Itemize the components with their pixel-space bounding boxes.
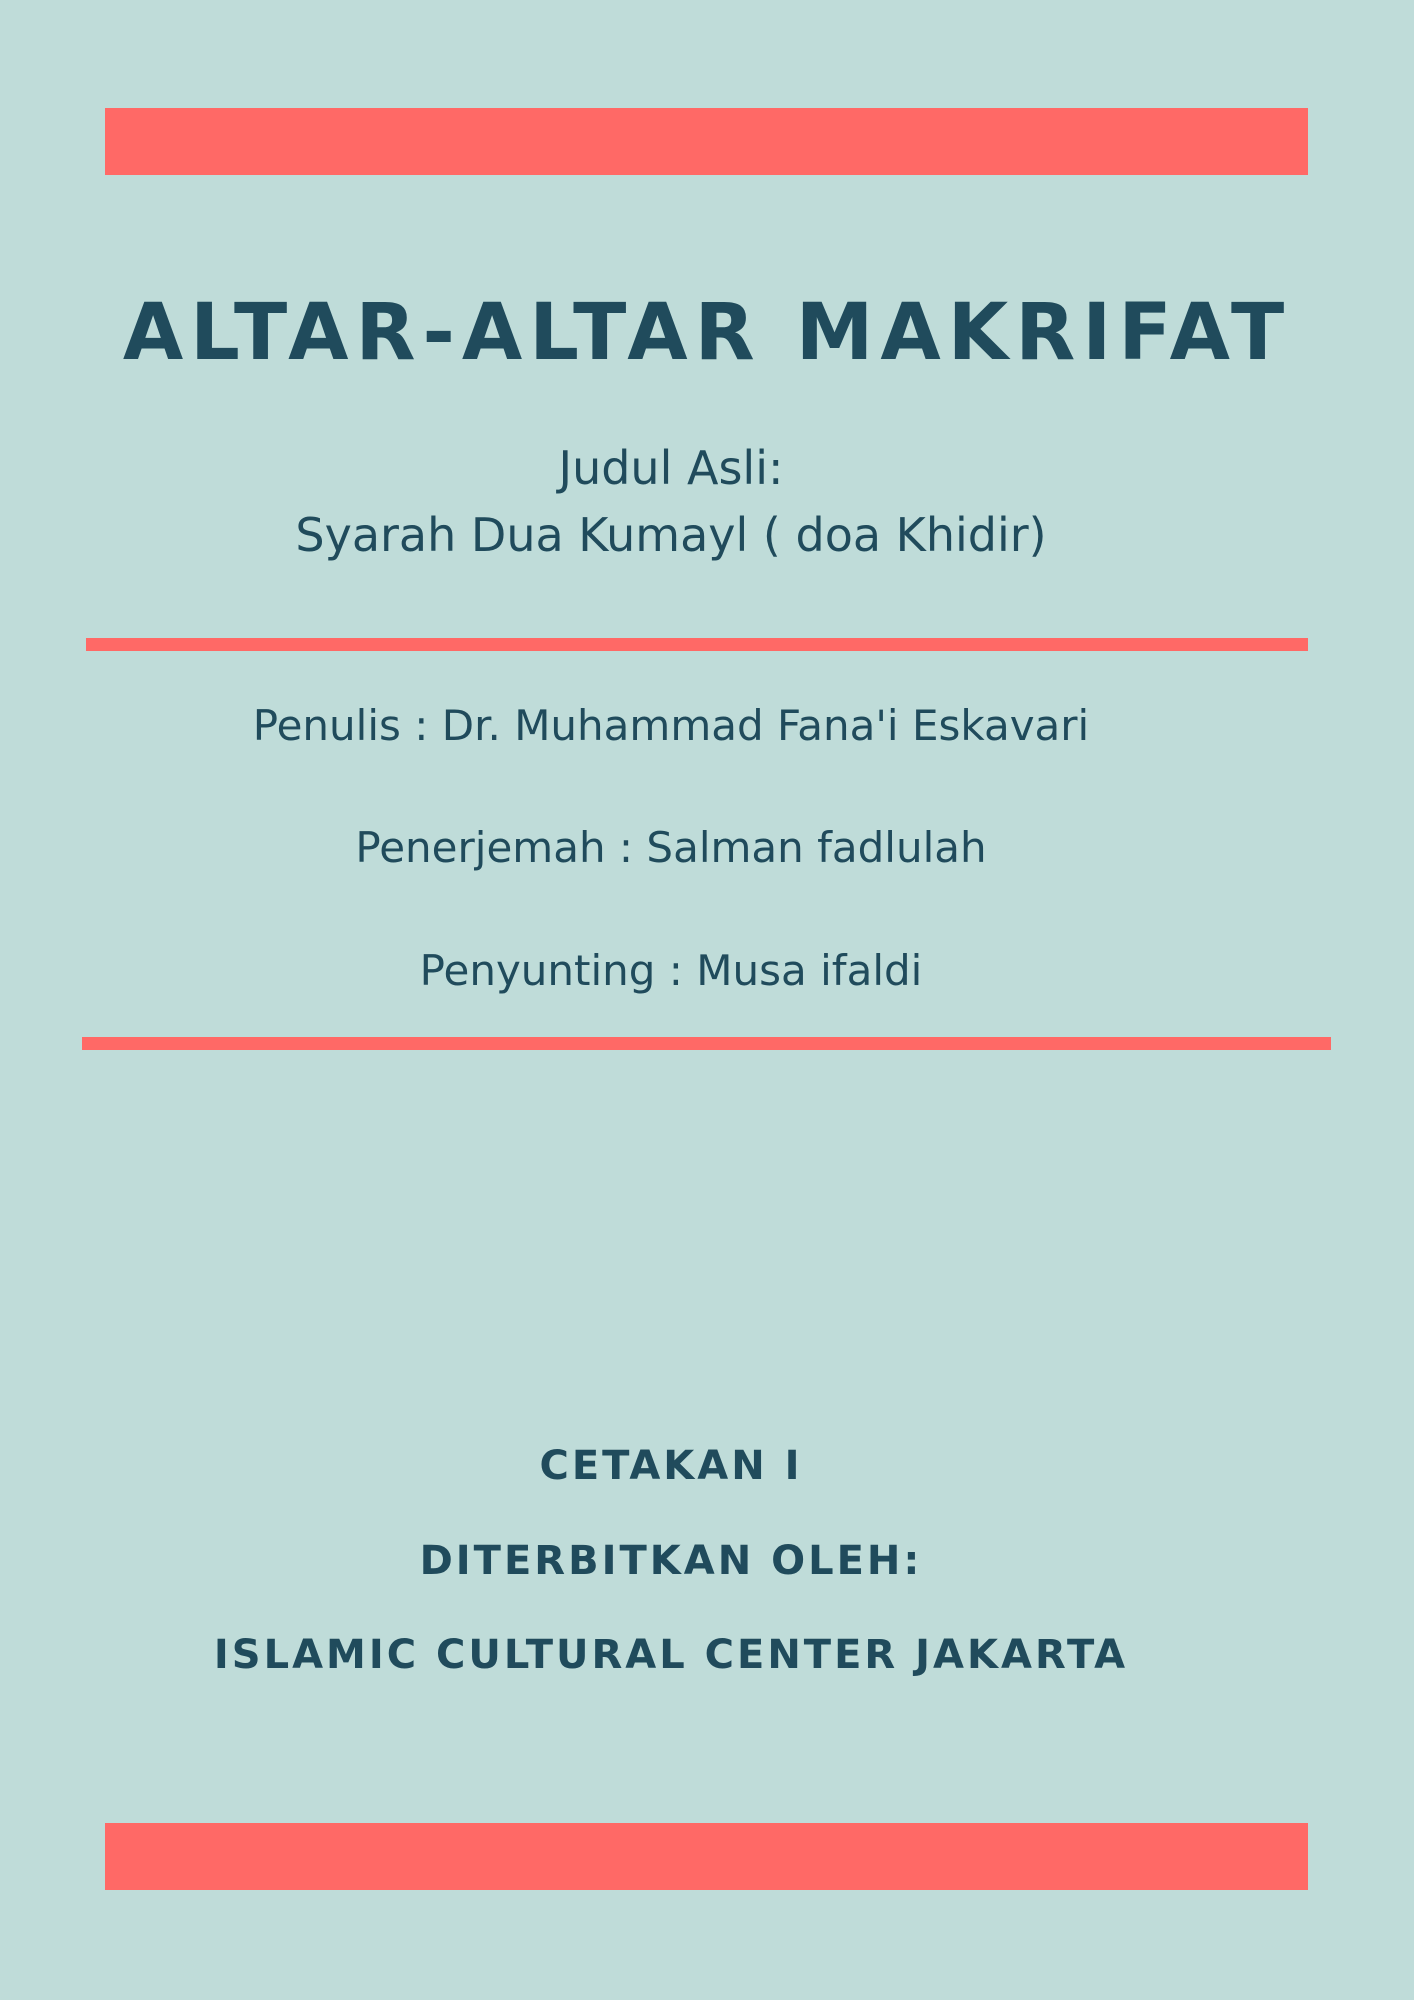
top-accent-bar	[105, 108, 1308, 175]
publisher-name: ISLAMIC CULTURAL CENTER JAKARTA	[213, 1632, 1129, 1678]
editor-credit: Penyunting : Musa ifaldi	[419, 946, 923, 995]
original-title-label: Judul Asli:	[558, 441, 784, 495]
book-title: ALTAR-ALTAR MAKRIFAT	[122, 288, 1292, 378]
author-credit: Penulis : Dr. Muhammad Fana'i Eskavari	[252, 701, 1090, 750]
divider-line-bottom	[82, 1037, 1331, 1050]
original-title: Syarah Dua Kumayl ( doa Khidir)	[295, 508, 1047, 562]
bottom-accent-bar	[105, 1823, 1308, 1890]
translator-credit: Penerjemah : Salman fadlulah	[355, 823, 987, 872]
publisher-label: DITERBITKAN OLEH:	[419, 1538, 923, 1584]
edition-label: CETAKAN I	[539, 1443, 803, 1489]
divider-line-top	[86, 638, 1308, 651]
